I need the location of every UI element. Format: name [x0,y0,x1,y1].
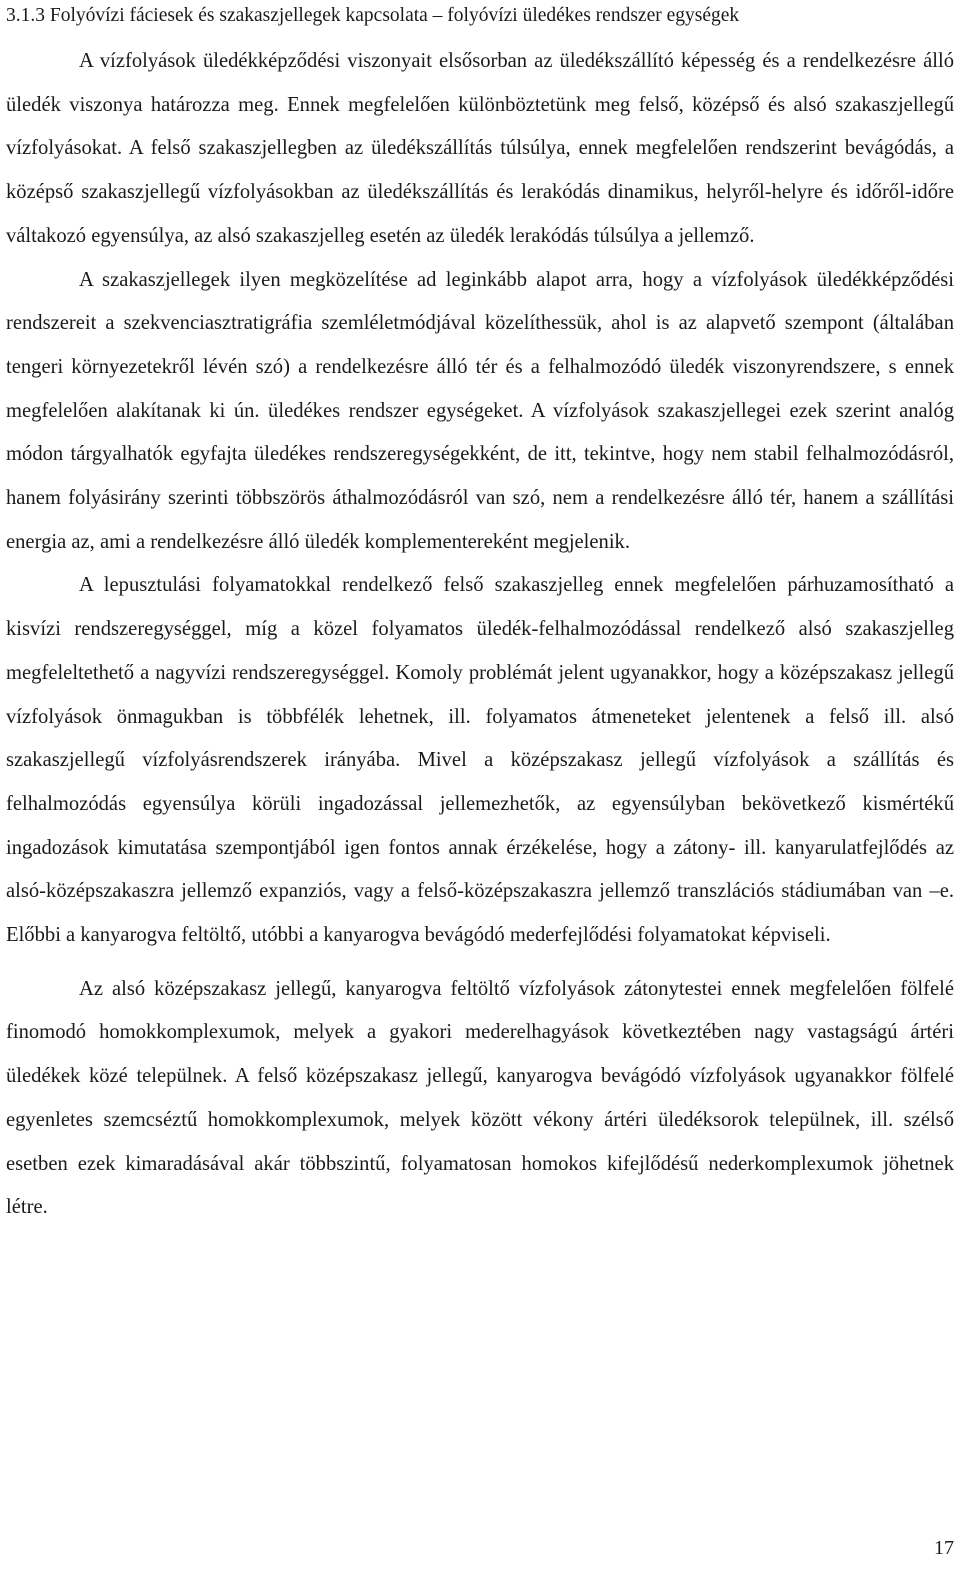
document-page [6,0,954,1230]
paragraph-3: A lepusztulási folyamatokkal rendelkező felső szakaszjelleg ennek megfelelően párhuzamosítható a kisvízi rendszeregységgel, míg a közel folyamatos üledék-felhalmozódással rendelkező alsó szakaszjelleg megfeleltethető a nagyvízi rendszeregységgel. Komoly problémát jelent ugyanakkor, hogy a középszakasz jellegű vízfolyások önmagukban is többfélék lehetnek, ill. folyamatos átmeneteket jelentenek a felső ill. alsó szakaszjellegű vízfolyásrendszerek irányába. Mivel a középszakasz jellegű vízfolyások a szállítás és felhalmozódás egyensúlya körüli ingadozással jellemezhetők, az egyensúlyban bekövetkező kismértékű ingadozások kimutatása szempontjából igen fontos annak érzékelése, hogy a zátony- ill. kanyarulatfejlődés az alsó-középszakaszra jellemző expanziós, vagy a felső-középszakaszra jellemző transzlációs stádiumában van –e. Előbbi a kanyarogva feltöltő, utóbbi a kanyarogva bevágódó mederfejlődési folyamatokat képviseli. [6,574,954,947]
page-number: 17 [934,1537,954,1559]
paragraph-1: A vízfolyások üledékképződési viszonyait elsősorban az üledékszállító képesség és a rendelkezésre álló üledék viszonya határozza meg. Ennek megfelelően különböztetünk meg felső, középső és alsó szakaszjellegű vízfolyásokat. A felső szakaszjellegben az üledékszállítás túlsúlya, ennek megfelelően rendszerint bevágódás, a középső szakaszjellegű vízfolyásokban az üledékszállítás és lerakódás dinamikus, helyről-helyre és időről-időre váltakozó egyensúlya, az alsó szakaszjelleg esetén az üledék lerakódás túlsúlya a jellemző. [6,50,954,247]
paragraph-4: Az alsó középszakasz jellegű, kanyarogva feltöltő vízfolyások zátonytestei ennek megfelelően fölfelé finomodó homokkomplexumok, melyek a gyakori mederelhagyások következtében nagy vastagságú ártéri üledékek közé települnek. A felső középszakasz jellegű, kanyarogva bevágódó vízfolyások ugyanakkor fölfelé egyenletes szemcséztű homokkomplexumok, melyek között vékony ártéri üledéksorok települnek, ill. szélső esetben ezek kimaradásával akár többszintű, folyamatosan homokos kifejlődésű nederkomplexumok jöhetnek létre. [6,977,954,1219]
paragraph-2: A szakaszjellegek ilyen megközelítése ad leginkább alapot arra, hogy a vízfolyások üledékképződési rendszereit a szekvenciasztratigráfia szemléletmódjával közelíthessük, ahol is az alapvető szempont (általában tengeri környezetekről lévén szó) a rendelkezésre álló tér és a felhalmozódó üledék viszonyrendszere, s ennek megfelelően alakítanak ki ún. üledékes rendszer egységeket. A vízfolyások szakaszjellegei ezek szerint analóg módon tárgyalhatók egyfajta üledékes rendszeregységekként, de itt, tekintve, hogy nem stabil felhalmozódásról, hanem folyásirány szerinti többszörös áthalmozódásról van szó, nem a rendelkezésre álló tér, hanem a szállítási energia az, ami a rendelkezésre álló üledék komplementereként megjelenik. [6,268,954,553]
section-heading: 3.1.3 Folyóvízi fáciesek és szakaszjellegek kapcsolata – folyóvízi üledékes rendszer egységek [6,5,740,26]
